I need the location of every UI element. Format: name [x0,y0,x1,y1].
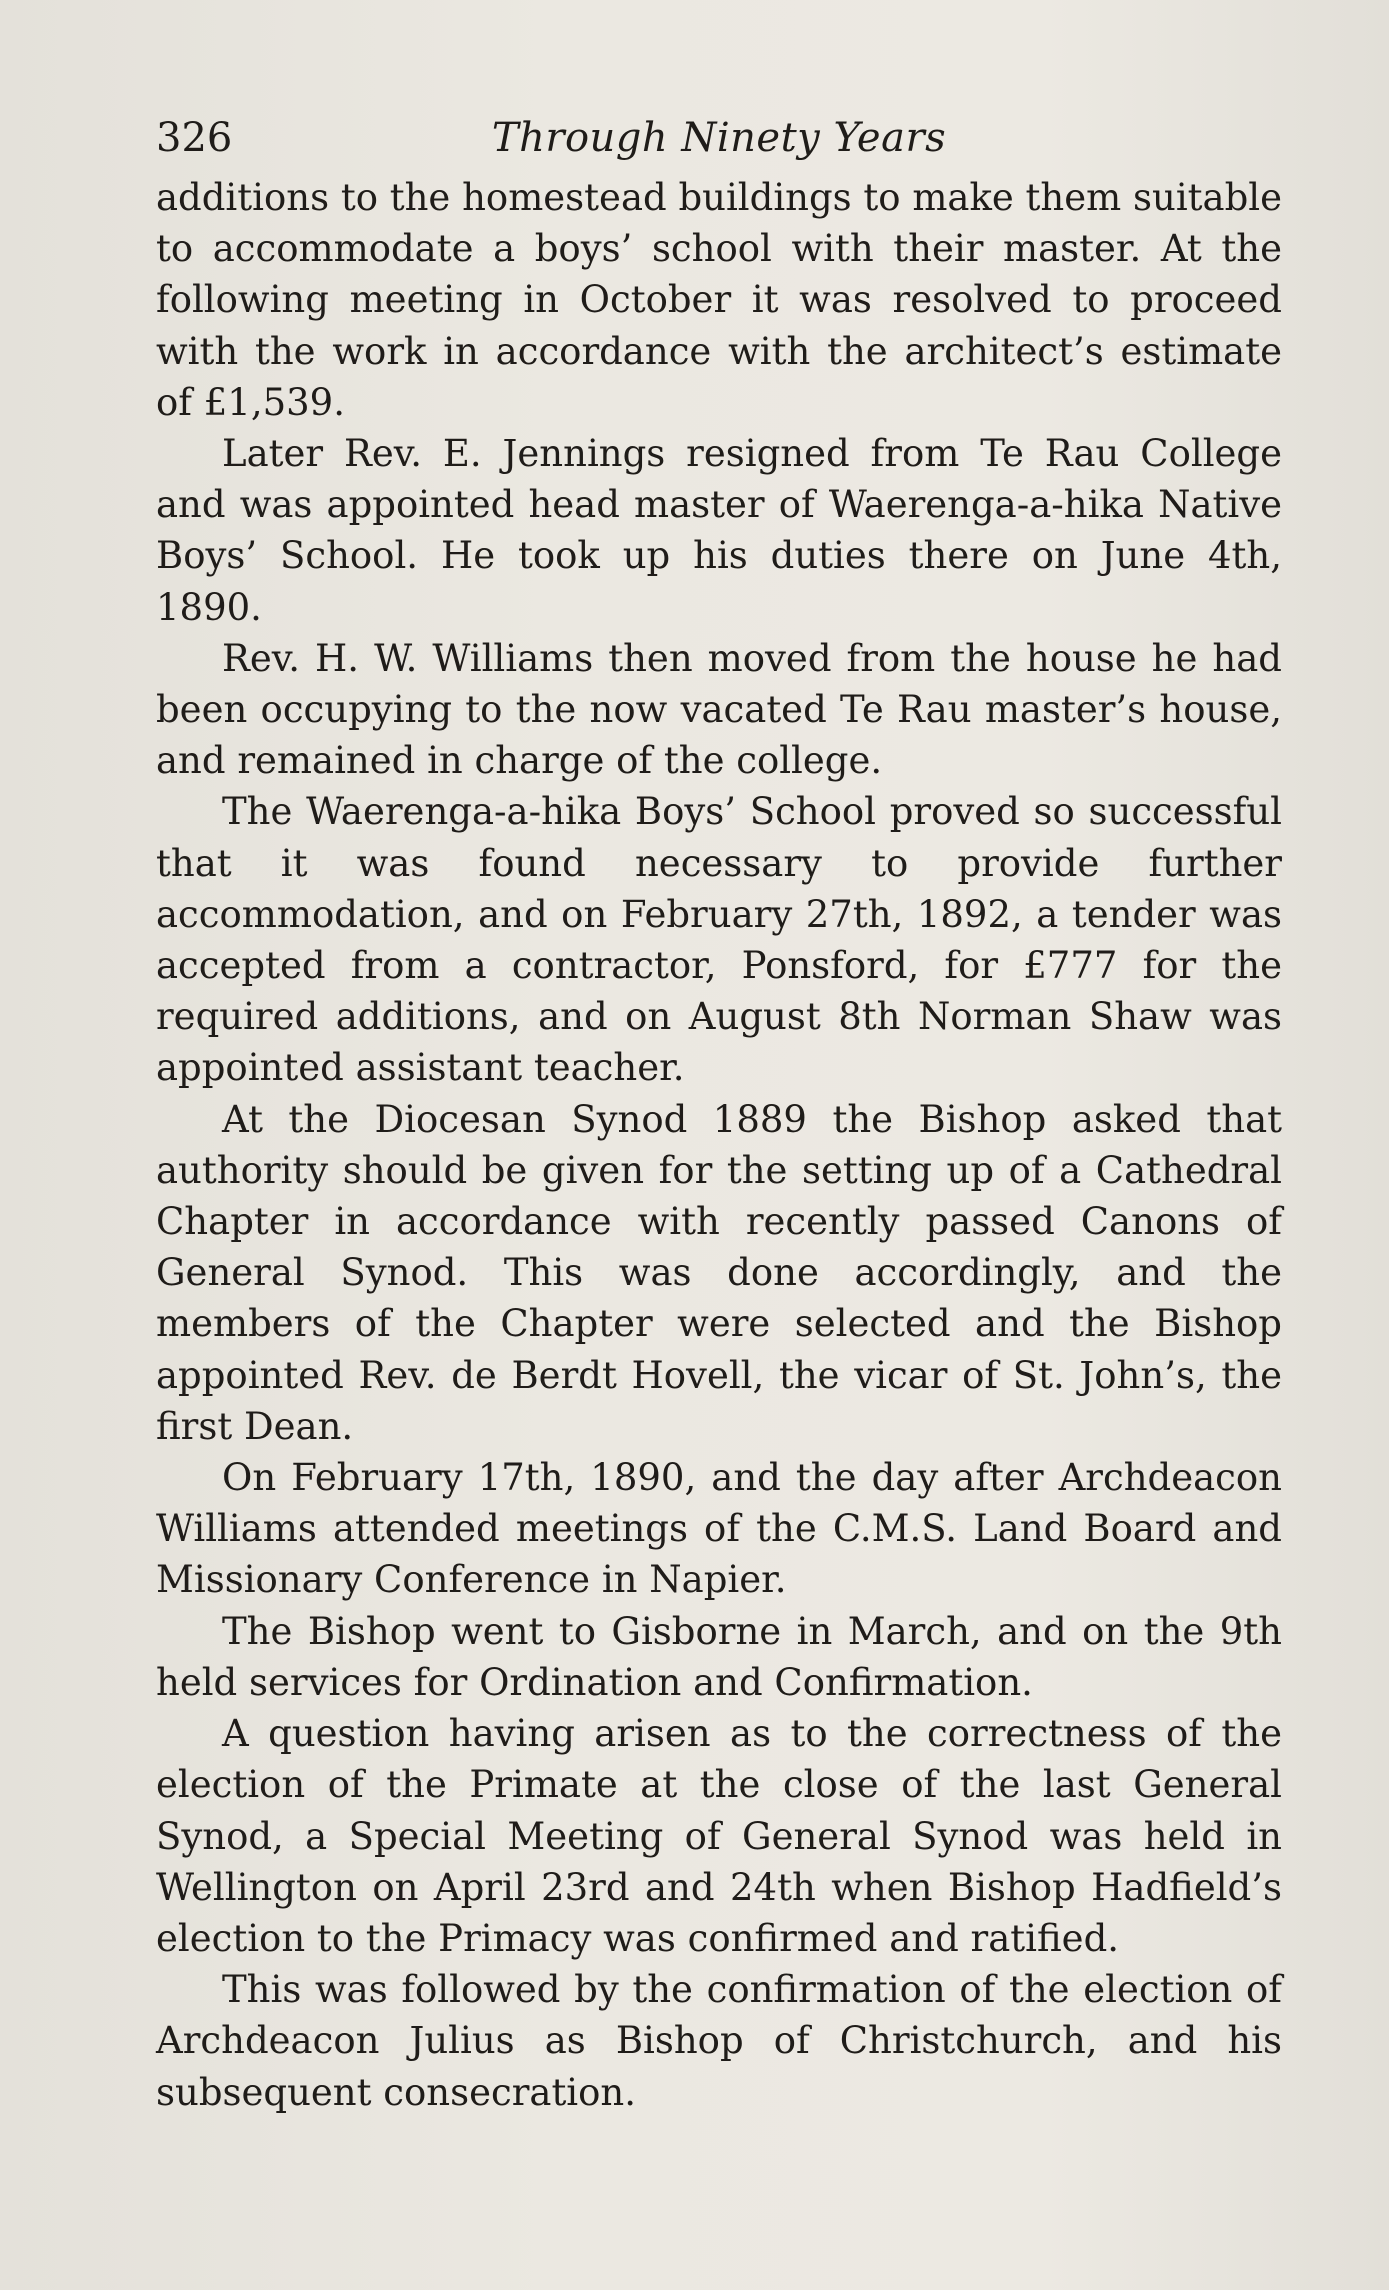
running-title: Through Ninety Years [491,115,947,161]
paragraph: additions to the homestead buildings to make them suitable to accommodate a boys’ school with their master. At the following meeting in October it was resolved to proceed with the work in accordance with the architect’s estimate of £1,539. [156,176,1282,424]
paragraph: Later Rev. E. Jennings resigned from Te Rau College and was appointed head master of Waerenga-a-hika Native Boys’ School. He took up his duties there on June 4th, 1890. [156,432,1282,629]
page-header [156,108,1282,168]
page-number: 326 [156,115,233,161]
paragraph: On February 17th, 1890, and the day after Archdeacon Williams attended meetings of the C.M.S. Land Board and Missionary Conference in Napier. [156,1456,1282,1602]
paragraph: At the Diocesan Synod 1889 the Bishop asked that authority should be given for the setting up of a Cathedral Chapter in accordance with recently passed Canons of General Synod. This was done accordingly, and the members of the Chapter were selected and the Bishop appointed Rev. de Berdt Hovell, the vicar of St. John’s, the first Dean. [156,1097,1282,1448]
paragraph: A question having arisen as to the correctness of the election of the Primate at the close of the last General Synod, a Special Meeting of General Synod was held in Wellington on April 23rd and 24th when Bishop Hadfield’s election to the Primacy was confirmed and ratified. [156,1712,1282,1960]
paragraph: The Bishop went to Gisborne in March, and on the 9th held services for Ordination and Confirmation. [156,1609,1282,1704]
book-page [156,108,1282,2118]
paragraph: Rev. H. W. Williams then moved from the house he had been occupying to the now vacated Te Rau master’s house, and remained in charge of the college. [156,636,1282,783]
paragraph: This was followed by the confirmation of the election of Archdeacon Julius as Bishop of Christchurch, and his subsequent consecration. [156,1968,1282,2114]
paragraph: The Waerenga-a-hika Boys’ School proved so successful that it was found necessary to provide further accommodation, and on February 27th, 1892, a tender was accepted from a contractor, Ponsford, for £777 for the required additions, and on August 8th Norman Shaw was appointed assistant teacher. [156,790,1282,1090]
body-text [156,172,1282,2118]
